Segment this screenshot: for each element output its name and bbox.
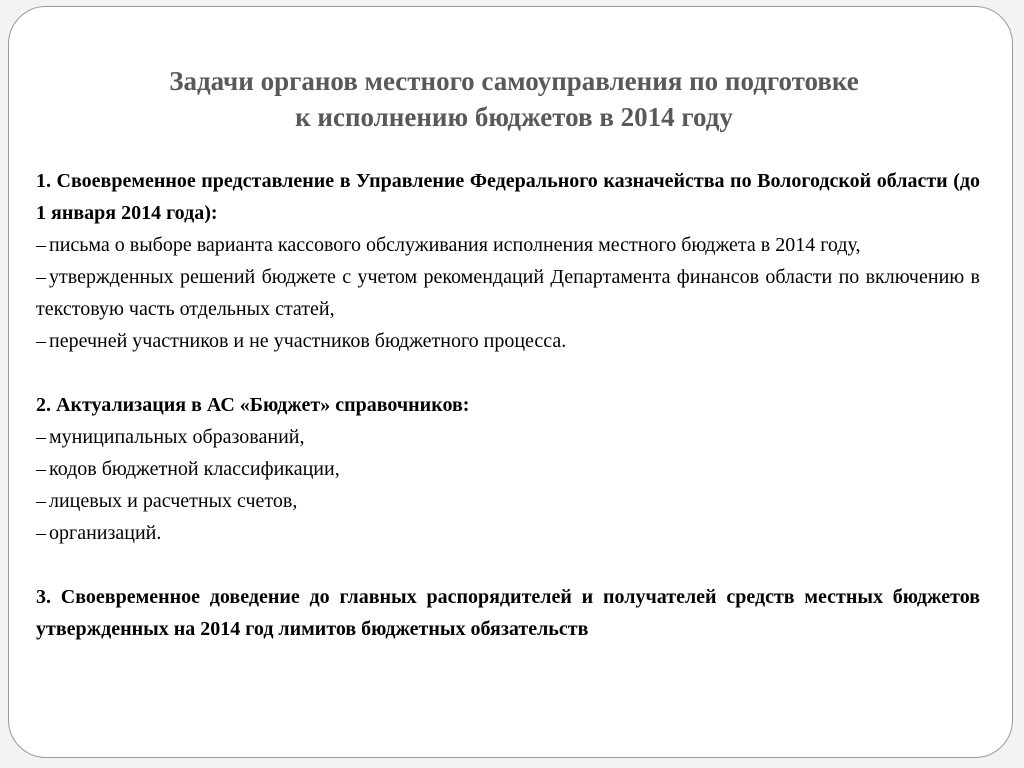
section-1-heading: 1. Своевременное представление в Управление Федерального казначейства по Вологодской области (до 1 января 2014 года): [36, 170, 980, 224]
slide-body [36, 165, 980, 645]
section-1-item-2 [36, 261, 980, 325]
dash-bullet: – [36, 490, 46, 512]
section-2-item-2-text: кодов бюджетной классификации, [49, 458, 340, 480]
section-gap [36, 549, 980, 581]
section-2-item-3 [36, 485, 980, 517]
slide-frame [8, 6, 1013, 758]
section-2-item-3-text: лицевых и расчетных счетов, [49, 490, 298, 512]
slide-title-line-1: Задачи органов местного самоуправления по подготовке [169, 66, 859, 96]
section-3-heading: 3. Своевременное доведение до главных распорядителей и получателей средств местных бюджетов утвержденных на 2014 год лимитов бюджетных обязательств [36, 586, 980, 640]
slide-title [49, 63, 979, 135]
section-1-item-3-text: перечней участников и не участников бюджетного процесса. [49, 330, 567, 352]
dash-bullet: – [36, 458, 46, 480]
dash-bullet: – [36, 426, 46, 448]
section-2-item-1 [36, 421, 980, 453]
section-2-item-4 [36, 517, 980, 549]
section-1-item-2-text: утвержденных решений бюджете с учетом рекомендаций Департамента финансов области по включению в текстовую часть отдельных статей, [36, 266, 980, 320]
section-1-item-3 [36, 325, 980, 357]
section-2-heading: 2. Актуализация в АС «Бюджет» справочников: [36, 394, 470, 416]
section-1-item-1-text: письма о выборе варианта кассового обслуживания исполнения местного бюджета в 2014 году, [49, 234, 861, 256]
section-2-item-4-text: организаций. [49, 522, 162, 544]
section-gap [36, 357, 980, 389]
section-2-item-2 [36, 453, 980, 485]
section-2-item-1-text: муниципальных образований, [49, 426, 305, 448]
dash-bullet: – [36, 266, 46, 288]
dash-bullet: – [36, 330, 46, 352]
dash-bullet: – [36, 522, 46, 544]
slide-title-line-2: к исполнению бюджетов в 2014 году [295, 102, 733, 132]
section-1-item-1 [36, 229, 980, 261]
dash-bullet: – [36, 234, 46, 256]
